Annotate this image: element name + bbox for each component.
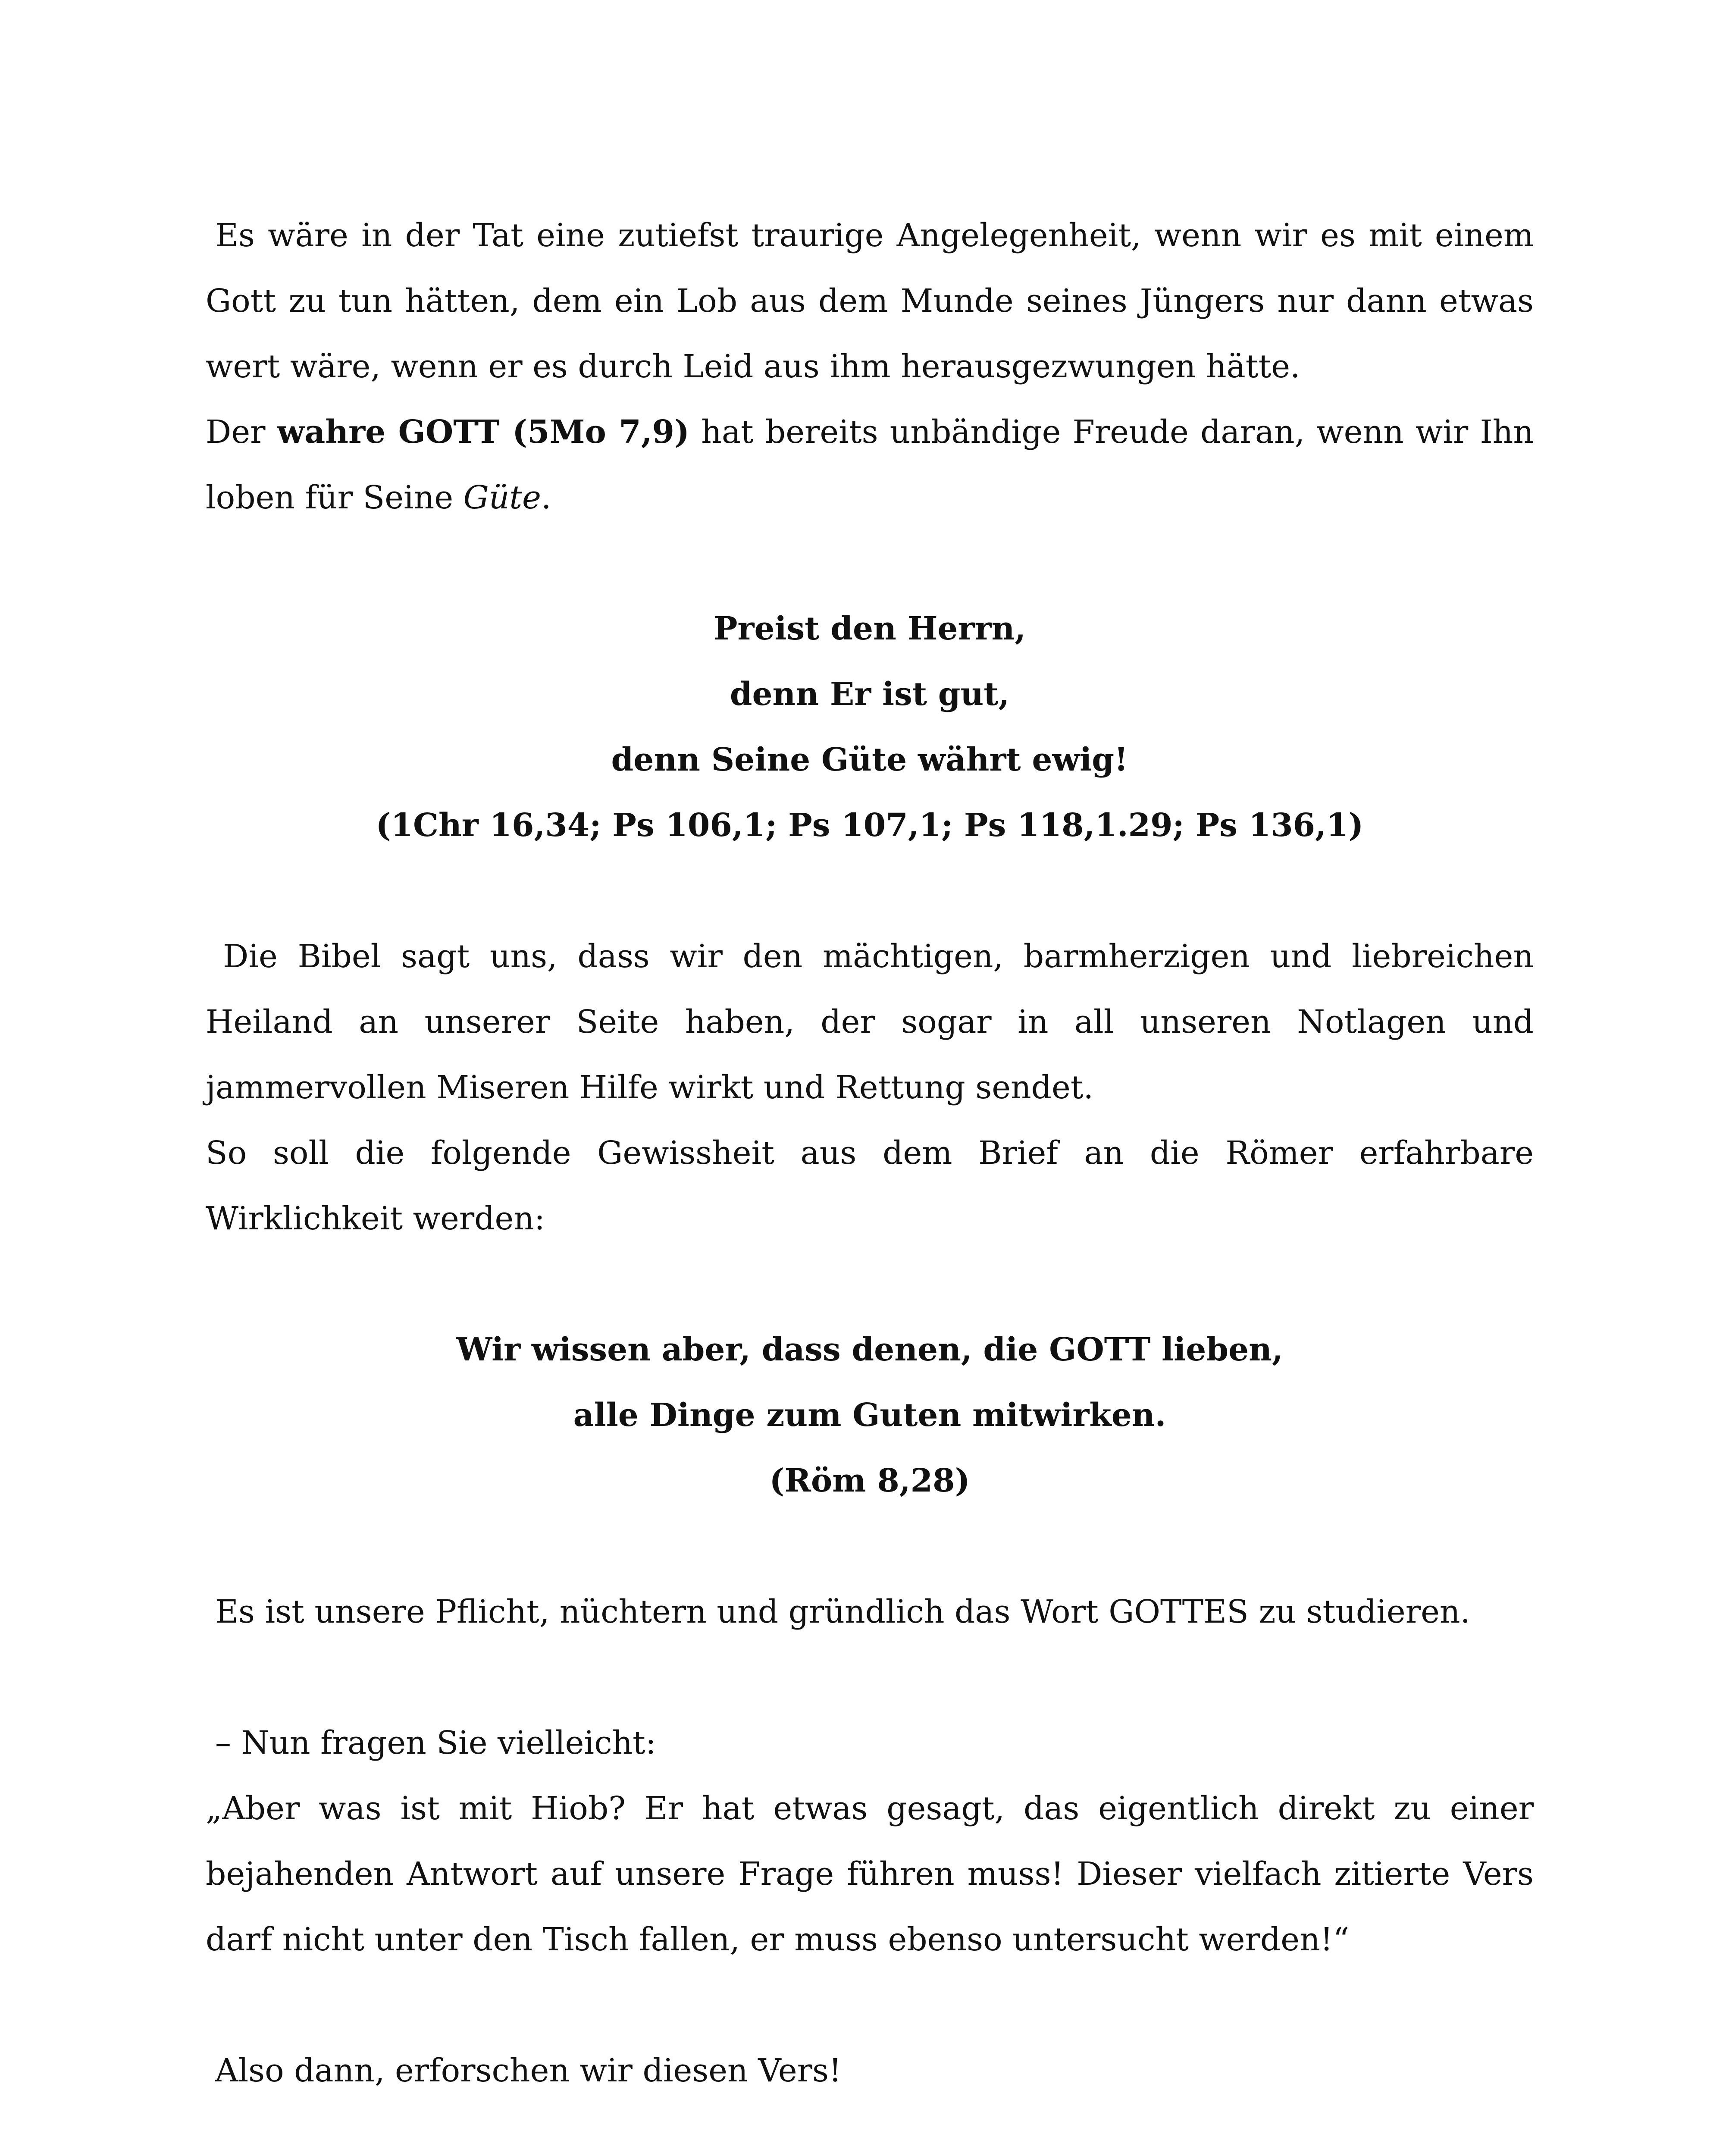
spacer <box>206 858 1534 924</box>
paragraph-conclusion: Also dann, erforschen wir diesen Vers! <box>215 2052 842 2089</box>
scripture-quote-praise <box>206 596 1534 858</box>
paragraph-job-quote: „Aber was ist mit Hiob? Er hat etwas gesagt, das eigentlich direkt zu einer bejahenden Antwort auf unsere Frage führen muss! Dieser vielfach zitierte Vers darf nicht unter den Tisch fallen, er muss ebenso untersucht werden!“ <box>206 1790 1534 1958</box>
quote-line: alle Dinge zum Guten mitwirken. <box>573 1397 1166 1434</box>
page-body <box>206 203 1534 2103</box>
paragraph-true-god-middle: hat bereits unbändige Freude daran, wenn wir Ihn loben für Seine <box>206 414 1534 516</box>
spacer <box>206 1645 1534 1710</box>
quote-line: Preist den Herrn, <box>713 610 1026 647</box>
quote-line: denn Er ist gut, <box>730 676 1010 713</box>
paragraph-true-god-before: Der <box>206 414 277 451</box>
spacer <box>206 1514 1534 1579</box>
bold-reference-true-god: wahre GOTT (5Mo 7,9) <box>277 414 690 451</box>
spacer <box>206 530 1534 596</box>
paragraph-true-god-after: . <box>541 479 551 516</box>
scripture-quote-romans <box>206 1317 1534 1514</box>
paragraph-true-god <box>206 399 1534 530</box>
paragraph-intro: Es wäre in der Tat eine zutiefst traurige Angelegenheit, wenn wir es mit einem Gott zu tun hätten, dem ein Lob aus dem Munde seines Jüngers nur dann etwas wert wäre, wenn er es durch Leid aus ihm herausgezwungen hätte. <box>206 217 1534 385</box>
paragraph-bible-says: Die Bibel sagt uns, dass wir den mächtigen, barmherzigen und liebreichen Heiland an unserer Seite haben, der sogar in all unseren Notlagen und jammervollen Miseren Hilfe wirkt und Rettung sendet. <box>206 938 1534 1106</box>
paragraph-duty: Es ist unsere Pflicht, nüchtern und gründlich das Wort GOTTES zu studieren. <box>215 1593 1471 1630</box>
quote-reference: (1Chr 16,34; Ps 106,1; Ps 107,1; Ps 118,1.29; Ps 136,1) <box>376 807 1364 844</box>
quote-reference: (Röm 8,28) <box>769 1462 970 1499</box>
quote-line: denn Seine Güte währt ewig! <box>611 741 1128 778</box>
spacer <box>206 1251 1534 1317</box>
paragraph-question: – Nun fragen Sie vielleicht: <box>215 1724 656 1761</box>
paragraph-romans-certainty: So soll die folgende Gewissheit aus dem Brief an die Römer erfahrbare Wirklichkeit werden: <box>206 1134 1534 1237</box>
italic-word-guete: Güte <box>463 479 541 516</box>
quote-line: Wir wissen aber, dass denen, die GOTT lieben, <box>456 1331 1283 1368</box>
spacer <box>206 1972 1534 2038</box>
